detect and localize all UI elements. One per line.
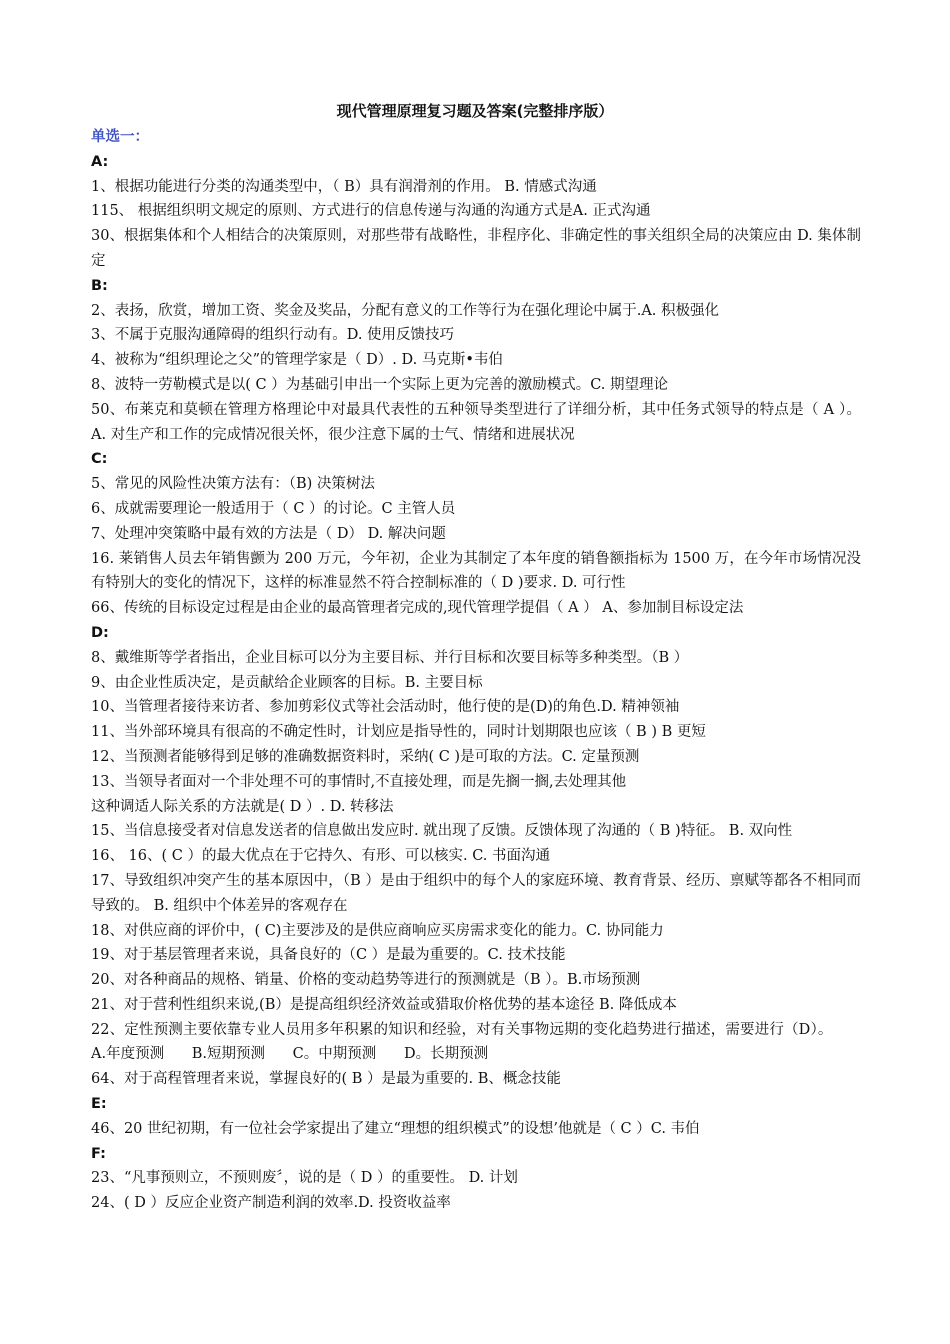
option-b: B.短期预测	[191, 1046, 266, 1063]
question-item: 50、布莱克和莫顿在管理方格理论中对最具代表性的五种领导类型进行了详细分析，其中任务式领导的特点是（ A ）。A. 对生产和工作的完成情况很关怀，很少注意下属的士气、情绪和进展状况	[91, 401, 861, 443]
question-item: 19、对于基层管理者来说，具备良好的（C ）是最为重要的。C. 技术技能	[91, 947, 566, 964]
question-item: 10、当管理者接待来访者、参加剪彩仪式等社会活动时，他行使的是(D)的角色.D. 精神领袖	[91, 699, 680, 716]
question-item: 9、由企业性质决定，是贡献给企业顾客的目标。B. 主要目标	[91, 674, 483, 691]
question-item: 66、传统的目标设定过程是由企业的最高管理者完成的,现代管理学提倡（ A ） A、参加制目标设定法	[91, 600, 744, 617]
question-item: 2、表扬，欣赏，增加工资、奖金及奖品，分配有意义的工作等行为在强化理论中属于.A. 积极强化	[91, 302, 720, 319]
question-item: 16、 16、( C ）的最大优点在于它持久、有形、可以核实. C. 书面沟通	[91, 848, 550, 865]
question-item: 1、根据功能进行分类的沟通类型中，（ B）具有润滑剂的作用。 B. 情感式沟通	[91, 178, 597, 195]
question-item: 11、当外部环境具有很高的不确定性时，计划应是指导性的，同时计划期限也应该（ B ) B 更短	[91, 724, 706, 741]
question-item: 8、波特一劳勒模式是以( C ）为基础引申出一个实际上更为完善的激励模式。C. 期望理论	[91, 376, 668, 393]
question-item: 64、对于高程管理者来说，掌握良好的( B ）是最为重要的. B、概念技能	[91, 1071, 561, 1088]
question-text: 22、定性预测主要依靠专业人员用多年积累的知识和经验，对有关事物远期的变化趋势进行描述，需要进行（D）。	[91, 1021, 833, 1038]
group-letter-d: D:	[91, 624, 109, 641]
question-item: 24、( D ）反应企业资产制造利润的效率.D. 投资收益率	[91, 1195, 451, 1212]
question-item: 16. 莱销售人员去年销售颤为 200 万元，今年初，企业为其制定了本年度的销鲁额指标为 1500 万，在今年市场情况没有特别大的变化的情况下，这样的标准显然不符合控制标准的（ D )要求. D. 可行性	[91, 550, 861, 592]
question-item: 18、对供应商的评价中，( C)主要涉及的是供应商响应买房需求变化的能力。C. 协同能力	[91, 922, 664, 939]
document-body	[91, 125, 861, 1216]
question-item: 5、常见的风险性决策方法有：（B) 决策树法	[91, 476, 375, 493]
question-item	[91, 1018, 861, 1068]
option-a: A.年度预测	[91, 1046, 165, 1063]
group-letter-f: F:	[91, 1145, 106, 1162]
option-d: D。长期预测	[403, 1046, 489, 1063]
question-item: 8、戴维斯等学者指出，企业目标可以分为主要目标、并行目标和次要目标等多种类型。（B ）	[91, 649, 689, 666]
question-item: 3、不属于克服沟通障碍的组织行动有。D. 使用反馈技巧	[91, 327, 455, 344]
question-item: 7、处理冲突策略中最有效的方法是（ D） D. 解决问题	[91, 525, 446, 542]
document-title: 现代管理原理复习题及答案(完整排序版）	[336, 102, 614, 120]
section-heading: 单选一：	[91, 129, 149, 145]
option-c: C。中期预测	[292, 1046, 377, 1063]
question-item: 这种调适人际关系的方法就是( D ）. D. 转移法	[91, 798, 394, 815]
question-item: 17、导致组织冲突产生的基本原因中，（B ）是由于组织中的每个人的家庭环境、教育背景、经历、禀赋等都各不相同而导致的。 B. 组织中个体差异的客观存在	[91, 872, 861, 914]
question-item: 6、成就需要理论一般适用于（ C ）的讨论。C 主管人员	[91, 500, 456, 517]
question-item: 4、被称为“组织理论之父”的管理学家是（ D）. D. 马克斯•韦伯	[91, 352, 503, 369]
question-item: 12、当预测者能够得到足够的准确数据资料时，采纳( C )是可取的方法。C. 定量预测	[91, 748, 640, 765]
group-letter-b: B:	[91, 277, 108, 294]
question-item: 21、对于营利性组织来说,(B）是提高组织经济效益或猎取价格优势的基本途径 B. 降低成本	[91, 996, 677, 1013]
question-item: 20、对各种商品的规格、销量、价格的变动趋势等进行的预测就是（B ）。B.市场预测	[91, 972, 641, 989]
question-item: 30、根据集体和个人相结合的决策原则，对那些带有战略性，非程序化、非确定性的事关组织全局的决策应由 D. 集体制定	[91, 228, 861, 269]
question-item: 46、20 世纪初期，有一位社会学家提出了建立“理想的组织模式”的设想’他就是（ C ）C. 韦伯	[91, 1120, 700, 1137]
question-item: 23、“凡事预则立，不预则废〞，说的是（ D ）的重要性。 D. 计划	[91, 1170, 518, 1187]
question-item: 115、 根据组织明文规定的原则、方式进行的信息传递与沟通的沟通方式是A. 正式沟通	[91, 203, 651, 220]
question-item: 13、当领导者面对一个非处理不可的事情时,不直接处理，而是先搁一搁,去处理其他	[91, 773, 627, 790]
group-letter-c: C:	[91, 451, 108, 468]
question-item: 15、当信息接受者对信息发送者的信息做出发应时. 就出现了反馈。反馈体现了沟通的（ B )特征。 B. 双向性	[91, 823, 793, 840]
group-letter-e: E:	[91, 1096, 107, 1113]
group-letter-a: A:	[91, 153, 109, 170]
